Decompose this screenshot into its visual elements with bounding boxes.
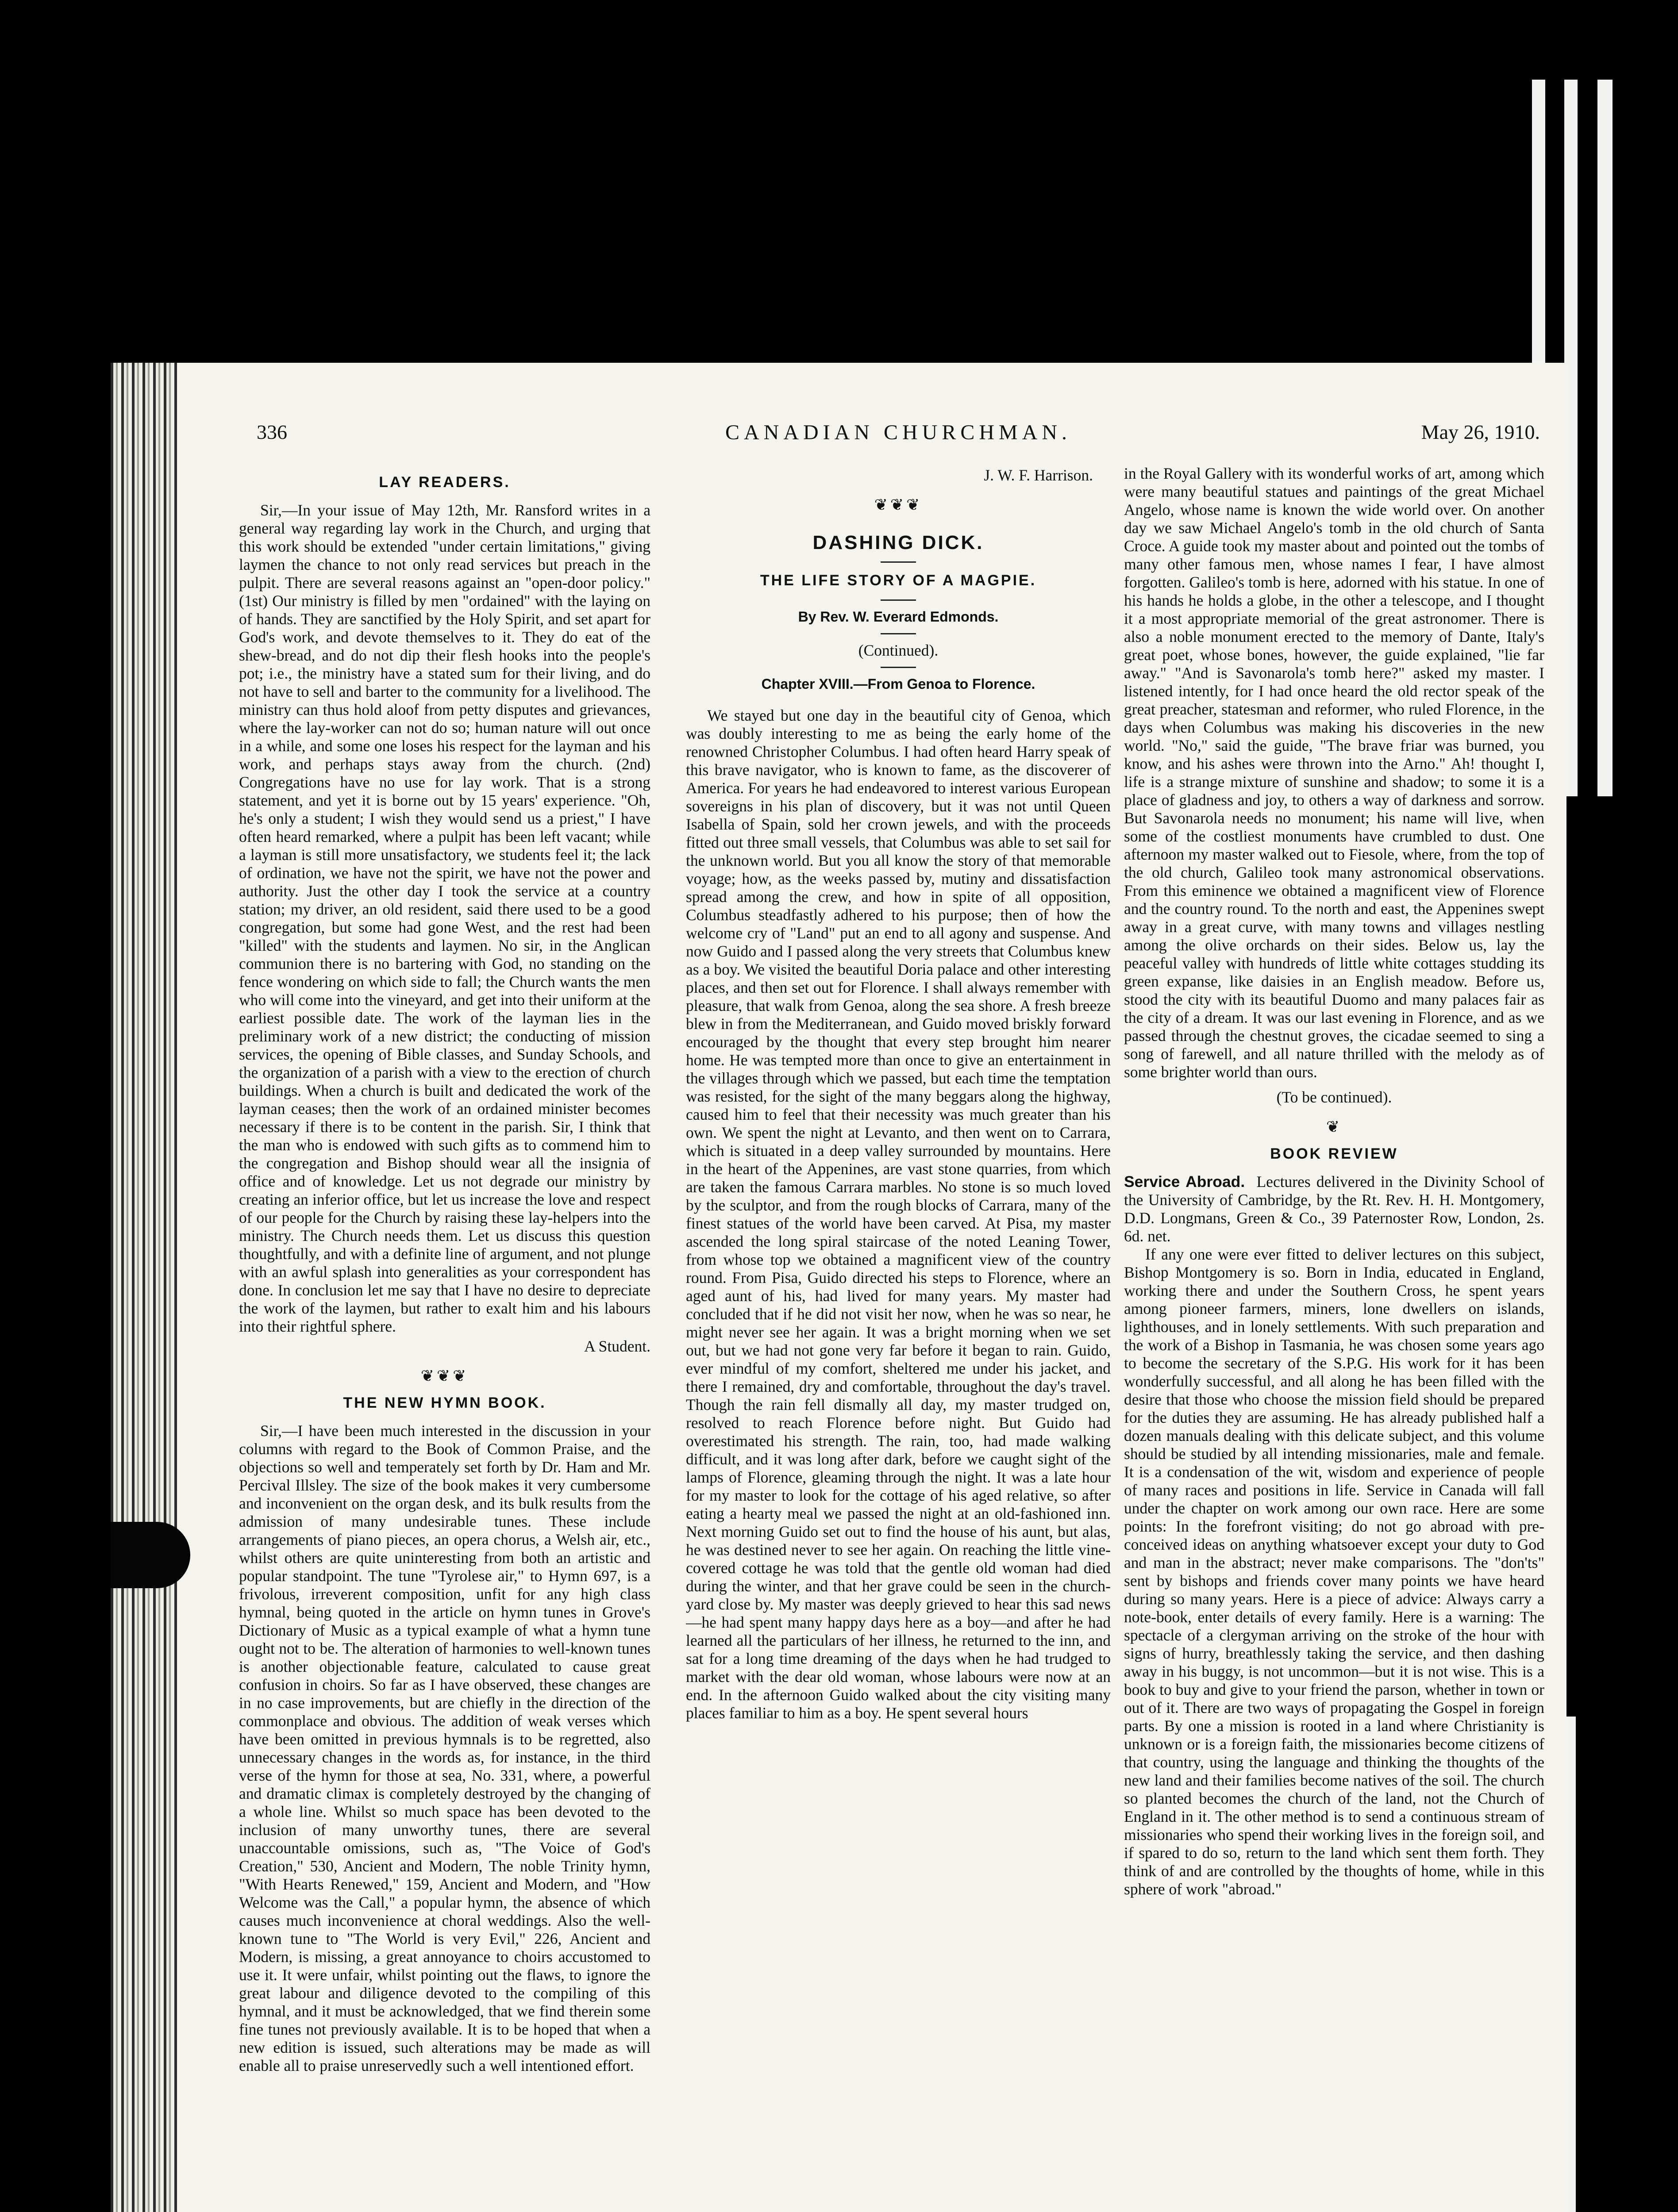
lay-readers-signature: A Student.	[584, 1337, 650, 1355]
lay-readers-letter: Sir,—In your issue of May 12th, Mr. Ransford writes in a general way regarding lay work in the Church, and urging that this work should be extended "under certain limitations," giving laymen the chance to not only read services but preach in the pulpit. There are several reasons against an "open-door policy." (1st) Our ministry is filled by men "ordained" with the laying on of hands. They are sanctified by the Holy Spirit, and set apart for God's work, and devote themselves to it. They do eat of the shew-bread, and do not dip their flesh hooks into the people's pot; i.e., the ministry have a stated sum for their living, and do not have to sell and barter to the community for a livelihood. The ministry can thus hold aloof from petty disputes and grievances, where the lay-worker can not do so; human nature will out once in a while, and some one loses his respect for the layman and his work, and perhaps stays away from the church. (2nd) Congregations have no use for lay work. That is a strong statement, and yet it is borne out by 15 years' experience. "Oh, he's only a student; I wish they would send us a priest," I have often heard remarked, where a pulpit has been left vacant; while a layman is still more unsatisfactory, we students feel it; the lack of ordination, we have not the spirit, we have not the power and authority. Just the other day I took the service at a country station; my driver, an old resident, said there used to be a good congregation, but some had gone West, and the rest had been "killed" with the students and laymen. No sir, in the Anglican communion there is no bartering with God, no standing on the fence wondering on which side to fall; the Church wants the men who will come into the vineyard, and get into their uniform at the earliest possible date. The work of the layman lies in the preliminary work of a new district; the conducting of mission services, the opening of Bible classes, and Sunday Schools, and the organization of a parish with a view to the erection of church buildings. When a church is built and dedicated the work of the layman ceases; then the work of an ordained minister becomes necessary if there is to be content in the parish. Sir, I think that the man who is endowed with such gifts as to commend him to the congregation and Bishop should wear all the insignia of office and of knowledge. Let us not degrade our ministry by creating an inferior office, but let us increase the love and respect of our people for the Church by raising these lay-helpers into the ministry. The Church needs them. Let us discuss this question thoughtfully, and with a definite line of argument, and not plunge with an awful splash into generalities as your correspondent has done. In conclusion let me say that I have no desire to depreciate the work of the laymen, but rather to exalt him and his labours into their rightful sphere.	[239, 501, 650, 1335]
byline: By Rev. W. Everard Edmonds.	[798, 609, 999, 625]
book-gutter	[111, 363, 177, 2212]
dashing-dick-subheading: THE LIFE STORY OF A MAGPIE.	[760, 572, 1037, 589]
divider	[881, 633, 916, 634]
column-1	[239, 465, 650, 2185]
divider	[881, 561, 916, 563]
to-be-continued-note: (To be continued).	[1276, 1088, 1392, 1106]
new-hymn-book-letter: Sir,—I have been much interested in the discussion in your columns with regard to the Book of Common Praise, and the objections so well and temperately set forth by Dr. Ham and Mr. Percival Illsley. The size of the book makes it very cumbersome and inconvenient on the organ desk, and its bulk results from the admission of many undesirable tunes. These include arrangements of piano pieces, an opera chorus, a Welsh air, etc., whilst others are quite uninteresting from both an artistic and popular standpoint. The tune "Tyrolese air," to Hymn 697, is a frivolous, irreverent composition, unfit for any high class hymnal, being quoted in the article on hymn tunes in Grove's Dictionary of Music as a typical example of what a hymn tune ought not to be. The alteration of harmonies to well-known tunes is another objectionable feature, calculated to cause great confusion in choirs. So far as I have observed, these changes are in no case improvements, but are chiefly in the direction of the commonplace and obvious. The addition of weak verses which have been omitted in previous hymnals is to be regretted, also unnecessary changes in the words as, for instance, in the third verse of the hymn for those at sea, No. 331, where, a powerful and dramatic climax is completely destroyed by the changing of a whole line. Whilst so much space has been devoted to the inclusion of many unworthy tunes, there are several unaccountable omissions, such as, "The Voice of God's Creation," 530, Ancient and Modern, The noble Trinity hymn, "With Hearts Renewed," 159, Ancient and Modern, and "How Welcome was the Call," a popular hymn, the absence of which causes much inconvenience at choral weddings. Also the well-known tune to "The World is very Evil," 226, Ancient and Modern, is missing, a great annoyance to choirs accustomed to use it. It were unfair, whilst pointing out the flaws, to ignore the great labour and diligence devoted to the compiling of this hymnal, and it must be acknowledged, that we find therein some fine tunes not previously available. It is to be hoped that when a new edition is issued, such alterations may be made as will enable all to praise unreservedly such a well intentioned effort.	[239, 1422, 650, 2074]
divider	[881, 599, 916, 601]
thumb-shadow	[111, 1522, 190, 1588]
lay-readers-heading: LAY READERS.	[379, 474, 511, 491]
chapter-title: Chapter XVIII.—From Genoa to Florence.	[761, 676, 1035, 692]
divider	[881, 667, 916, 668]
story-text-part-1: We stayed but one day in the beautiful city of Genoa, which was doubly interesting to me as being the early home of the renowned Christopher Columbus. I had often heard Harry speak of this brave navigator, who is known to fame, as the discoverer of America. For years he had endeavored to interest various European sovereigns in his plan of discovery, but it was not until Queen Isabella of Spain, sold her crown jewels, and with the proceeds fitted out three small vessels, that Columbus was able to set sail for the unknown world. But you all know the story of that memorable voyage; how, as the weeks passed by, mutiny and dissatisfaction spread among the crew, and how in spite of all opposition, Columbus steadfastly adhered to his purpose; then of how the welcome cry of "Land" put an end to all agony and suspense. And now Guido and I passed along the very streets that Columbus knew as a boy. We visited the beautiful Doria palace and other interesting places, and then set out for Florence. I shall always remember with pleasure, that walk from Genoa, along the sea shore. A fresh breeze blew in from the Mediterranean, and Guido moved briskly forward encouraged by the thought that every step brought him nearer home. He was tempted more than once to give an entertainment in the villages through which we passed, but each time the temptation was resisted, for the sight of the many beggars along the highway, caused him to feel that their necessity was much greater than his own. We spent the night at Levanto, and then went on to Carrara, which is situated in a deep valley surrounded by mountains. Here in the heart of the Appenines, are vast stone quarries, from which are taken the famous Carrara marbles. No stone is so much loved by the sculptor, and from the rough blocks of Carrara, many of the finest statues of the world have been carved. At Pisa, my master ascended the long spiral staircase of the noted Leaning Tower, from whose top we obtained a magnificent view of the country round. From Pisa, Guido directed his steps to Florence, where an aged aunt of his, had lived for many years. My master had concluded that if he did not visit her now, when he was so near, he might never see her again. It was a bright morning when we set out, but we had not gone very far before it began to rain. Guido, ever mindful of my comfort, sheltered me under his jacket, and there I remained, dry and comfortable, throughout the day's travel. Though the rain fell dismally all day, my master trudged on, resolved to reach Florence before night. But Guido had overestimated his strength. The rain, too, had made walking difficult, and it was long after dark, before we caught sight of the lamps of Florence, gleaming through the night. It was a late hour for my master to look for the cottage of his aged relative, so after eating a hearty meal we passed the night at an old-fashioned inn. Next morning Guido set out to find the house of his aunt, but alas, he was destined never to see her again. On reaching the little vine-covered cottage he was told that the gentle old woman had died during the winter, and that her grave could be seen in the church-yard close by. My master was deeply grieved to hear this sad news—he had spent many happy days here as a boy—and after he had learned all the particulars of her illness, he returned to the inn, and sat for a long time dreaming of the days when he had trudged to market with the dear old woman, whose labours were now at an end. In the afternoon Guido walked about the city visiting many places familiar to him as a boy. He spent several hours	[686, 707, 1111, 1722]
new-hymn-book-signature: J. W. F. Harrison.	[984, 466, 1093, 484]
book-review-heading: BOOK REVIEW	[1270, 1145, 1398, 1162]
section-ornament: ❦❦❦	[874, 496, 923, 514]
issue-date: May 26, 1910.	[1421, 421, 1540, 443]
section-ornament: ❦❦❦	[420, 1367, 469, 1385]
story-text-part-2: in the Royal Gallery with its wonderful works of art, among which were many beautiful statues and paintings of the great Michael Angelo, whose name is known the wide world over. On another day we saw Michael Angelo's tomb in the old church of Santa Croce. A guide took my master about and pointed out the tombs of many other famous men, whose names I fear, I have almost forgotten. Galileo's tomb is here, adorned with his statue. In one of his hands he holds a globe, in the other a telescope, and I thought it a most appropriate memorial of the great astronomer. There is also a noble monument erected to the memory of Dante, Italy's great poet, whose bones, however, the guide explained, "lie far away." "And is Savonarola's tomb here?" asked my master. I listened intently, for I had once heard the old rector speak of the great preacher, statesman and reformer, who ruled Florence, in the days when Columbus was making his discoveries in the new world. "No," said the guide, "The brave friar was burned, you know, and his ashes were thrown into the Arno." Ah! thought I, life is a strange mixture of sunshine and shadow; to some it is a place of gladness and joy, to others a way of darkness and sorrow. But Savonarola needs no monument; his name will live, when some of the costliest monuments have crumbled to dust. One afternoon my master walked out to Fiesole, where, from the top of the old church, Galileo took many astronomical observations. From this eminence we obtained a magnificent view of Florence and the country round. To the north and east, the Appenines swept away in a great curve, with many towns and villages nestling among the olive orchards on their sides. Below us, lay the peaceful valley with hundreds of little white cottages studding its green expanse, like daisies in an English meadow. Before us, stood the city with its beautiful Duomo and many palaces fair as the city of a dream. It was our last evening in Florence, and as we passed through the chestnut groves, the cicadae seemed to sing a song of farewell, and all nature thrilled with the melody as of some brighter world than ours.	[1124, 465, 1544, 1081]
dashing-dick-heading: DASHING DICK.	[812, 532, 984, 553]
continued-note: (Continued).	[858, 641, 939, 659]
review-citation-text: Lectures delivered in the Divinity School of the University of Cambridge, by the Rt. Rev. H. H. Montgomery, D.D. Longmans, Green & Co., 39 Paternoster Row, London, 2s. 6d. net.	[1124, 1173, 1544, 1245]
scan-artifact-bar	[1597, 80, 1613, 796]
column-3	[1124, 465, 1544, 2185]
review-citation	[1124, 1173, 1544, 1245]
page-header	[257, 420, 1540, 447]
masthead: CANADIAN CHURCHMAN.	[725, 421, 1072, 444]
review-book-title: Service Abroad.	[1124, 1173, 1245, 1190]
new-hymn-book-heading: THE NEW HYMN BOOK.	[343, 1394, 547, 1411]
column-2	[686, 465, 1111, 2185]
newspaper-page	[111, 363, 1566, 2212]
page-number: 336	[257, 421, 287, 443]
review-body: If any one were ever fitted to deliver lectures on this subject, Bishop Montgomery is so. Born in India, educated in England, working there and under the Southern Cross, he spent years among pioneer farmers, miners, lone dwellers on islands, lighthouses, and in lonely settlements. With such preparation and the work of a Bishop in Tasmania, he was chosen some years ago to become the secretary of the S.P.G. His work for it has been wonderfully successful, and all along he has been filled with the desire that those who choose the mission field should be prepared for the duties they are assuming. He has already published half a dozen manuals dealing with this delicate subject, and this volume should be studied by all intending missionaries, male and female. It is a condensation of the wit, wisdom and experience of people of many races and positions in life. Service in Canada will fall under the chapter on work among our own race. Here are some points: In the forefront visiting; do not go abroad with pre-conceived ideas on anything whatsoever except your duty to God and man in the abstract; never make comparisons. The "don'ts" sent by bishops and friends cover many points we have heard during so many years. Here is a piece of advice: Always carry a note-book, enter details of every family. Here is a warning: The spectacle of a clergyman arriving on the stroke of the hour with signs of hurry, breathlessly taking the service, and then dashing away in his buggy, is not uncommon—but it is not wise. This is a book to buy and give to your friend the parson, whether in town or out of it. There are two ways of propagating the Gospel in foreign parts. By one a mission is rooted in a land where Christianity is unknown or is a foreign faith, the missionaries become citizens of that country, using the language and thinking the thoughts of the new land and their families become natives of the soil. The church so planted becomes the church of the land, not the Church of England in it. The other method is to send a continuous stream of missionaries who spend their working lives in the foreign soil, and if spared to do so, return to the land which sent them forth. They think of and are controlled by the thoughts of home, while in this sphere of work "abroad."	[1124, 1245, 1544, 1898]
section-ornament: ❦	[1326, 1118, 1343, 1136]
